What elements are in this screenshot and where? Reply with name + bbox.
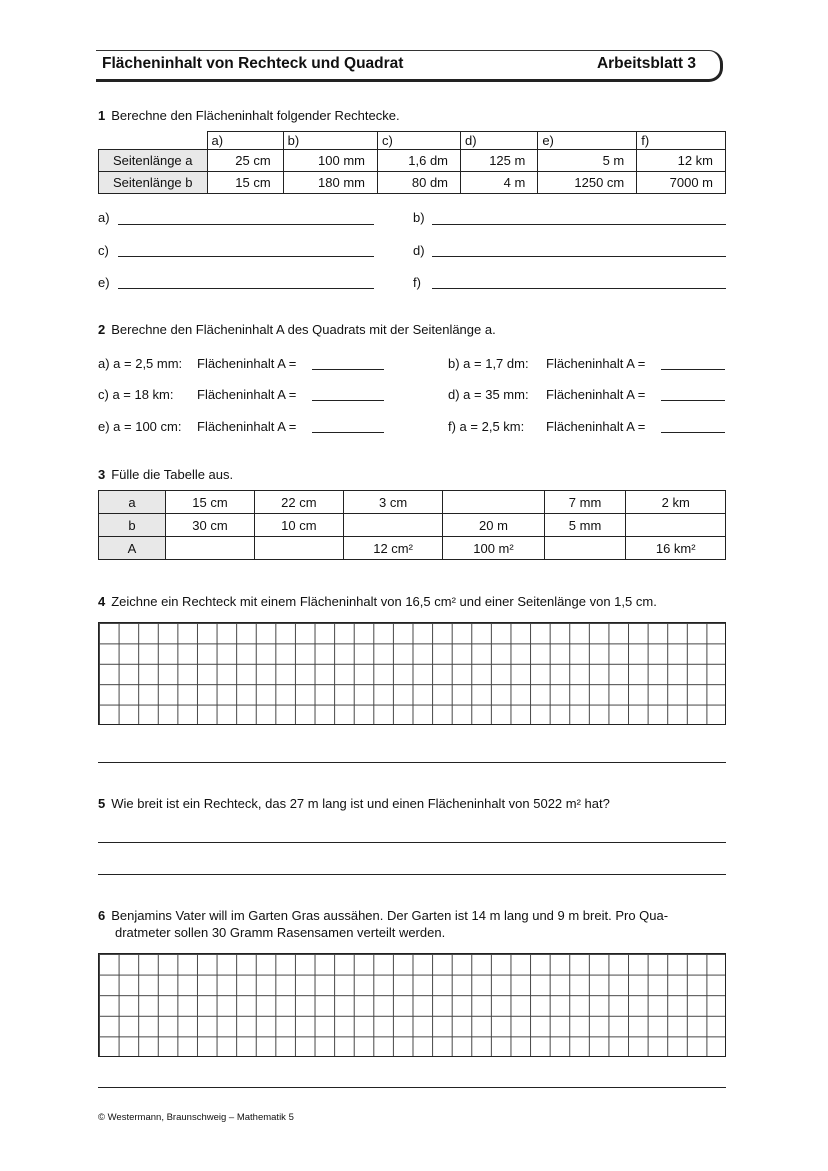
task-6-prompt-cont: dratmeter sollen 30 Gramm Rasensamen verteilt werden. bbox=[115, 925, 446, 940]
table-cell: 4 m bbox=[461, 172, 538, 194]
table-cell: 1250 cm bbox=[538, 172, 637, 194]
table-cell: 7 mm bbox=[544, 491, 626, 514]
answer-blank[interactable] bbox=[312, 369, 384, 370]
column-header: f) bbox=[637, 132, 726, 150]
row-label: Seitenlänge a bbox=[99, 150, 208, 172]
column-header: a) bbox=[207, 132, 283, 150]
task-3-prompt: 3 Fülle die Tabelle aus. bbox=[98, 467, 234, 482]
column-header: e) bbox=[538, 132, 637, 150]
table-cell: 25 cm bbox=[207, 150, 283, 172]
answer-blank[interactable] bbox=[312, 400, 384, 401]
task-3-table bbox=[98, 490, 726, 560]
square-ask: Flächeninhalt A = bbox=[546, 387, 646, 402]
table-cell: 16 km² bbox=[626, 537, 726, 560]
answer-line[interactable] bbox=[98, 1087, 726, 1088]
square-given: d) a = 35 mm: bbox=[448, 387, 529, 402]
answer-line-d[interactable] bbox=[432, 256, 726, 257]
table-cell: 3 cm bbox=[343, 491, 443, 514]
answer-label: e) bbox=[98, 275, 110, 290]
table-cell: 12 cm² bbox=[343, 537, 443, 560]
table-cell: 1,6 dm bbox=[378, 150, 461, 172]
answer-line-a[interactable] bbox=[118, 224, 374, 225]
table-cell: 80 dm bbox=[378, 172, 461, 194]
square-ask: Flächeninhalt A = bbox=[197, 419, 297, 434]
answer-label: b) bbox=[413, 210, 425, 225]
worksheet-header bbox=[96, 50, 723, 82]
answer-line[interactable] bbox=[98, 842, 726, 843]
answer-line[interactable] bbox=[98, 762, 726, 763]
square-ask: Flächeninhalt A = bbox=[197, 356, 297, 371]
table-cell: 5 mm bbox=[544, 514, 626, 537]
square-given: c) a = 18 km: bbox=[98, 387, 174, 402]
table-cell: 10 cm bbox=[254, 514, 343, 537]
table-cell: 2 km bbox=[626, 491, 726, 514]
table-cell bbox=[443, 491, 544, 514]
column-header: c) bbox=[378, 132, 461, 150]
task-1-prompt: 1 Berechne den Flächeninhalt folgender Rechtecke. bbox=[98, 108, 400, 123]
square-given: f) a = 2,5 km: bbox=[448, 419, 525, 434]
table-row bbox=[99, 491, 726, 514]
table-row bbox=[99, 537, 726, 560]
answer-label: d) bbox=[413, 243, 425, 258]
answer-line-c[interactable] bbox=[118, 256, 374, 257]
answer-line-b[interactable] bbox=[432, 224, 726, 225]
copyright-footer: © Westermann, Braunschweig – Mathematik 5 bbox=[98, 1112, 294, 1123]
table-cell: 12 km bbox=[637, 150, 726, 172]
task-4-prompt: 4 Zeichne ein Rechteck mit einem Flächeninhalt von 16,5 cm² und einer Seitenlänge von 1,5 cm. bbox=[98, 594, 657, 609]
table-cell: 30 cm bbox=[166, 514, 255, 537]
answer-label: c) bbox=[98, 243, 109, 258]
table-cell: 15 cm bbox=[207, 172, 283, 194]
answer-blank[interactable] bbox=[661, 432, 725, 433]
task-1-table bbox=[98, 131, 726, 194]
column-header: d) bbox=[461, 132, 538, 150]
answer-blank[interactable] bbox=[661, 369, 725, 370]
answer-line-f[interactable] bbox=[432, 288, 726, 289]
table-cell bbox=[166, 537, 255, 560]
table-cell bbox=[99, 132, 208, 150]
answer-line[interactable] bbox=[98, 874, 726, 875]
worksheet-number: Arbeitsblatt 3 bbox=[596, 55, 696, 72]
answer-label: f) bbox=[413, 275, 421, 290]
table-cell: 100 mm bbox=[283, 150, 377, 172]
table-cell bbox=[544, 537, 626, 560]
table-cell: 7000 m bbox=[637, 172, 726, 194]
table-cell bbox=[343, 514, 443, 537]
table-cell: A bbox=[99, 537, 166, 560]
table-cell bbox=[254, 537, 343, 560]
table-cell: a bbox=[99, 491, 166, 514]
answer-blank[interactable] bbox=[661, 400, 725, 401]
square-given: a) a = 2,5 mm: bbox=[98, 356, 183, 371]
table-cell: 20 m bbox=[443, 514, 544, 537]
table-cell: 22 cm bbox=[254, 491, 343, 514]
task-6-prompt: 6 Benjamins Vater will im Garten Gras aussähen. Der Garten ist 14 m lang und 9 m breit. Pro Qua- bbox=[98, 908, 669, 923]
table-cell: 100 m² bbox=[443, 537, 544, 560]
task-2-prompt: 2 Berechne den Flächeninhalt A des Quadrats mit der Seitenlänge a. bbox=[98, 322, 496, 337]
table-cell: 125 m bbox=[461, 150, 538, 172]
table-cell: 5 m bbox=[538, 150, 637, 172]
worksheet-title: Flächeninhalt von Rechteck und Quadrat bbox=[102, 55, 404, 72]
answer-line-e[interactable] bbox=[118, 288, 374, 289]
square-given: b) a = 1,7 dm: bbox=[448, 356, 529, 371]
table-cell bbox=[626, 514, 726, 537]
table-row bbox=[99, 150, 726, 172]
square-ask: Flächeninhalt A = bbox=[546, 356, 646, 371]
answer-label: a) bbox=[98, 210, 110, 225]
calculation-grid[interactable] bbox=[98, 953, 726, 1057]
column-header: b) bbox=[283, 132, 377, 150]
drawing-grid[interactable] bbox=[98, 622, 726, 725]
table-cell: 15 cm bbox=[166, 491, 255, 514]
square-ask: Flächeninhalt A = bbox=[197, 387, 297, 402]
square-ask: Flächeninhalt A = bbox=[546, 419, 646, 434]
table-cell: 180 mm bbox=[283, 172, 377, 194]
table-cell: b bbox=[99, 514, 166, 537]
task-5-prompt: 5 Wie breit ist ein Rechteck, das 27 m lang ist und einen Flächeninhalt von 5022 m² hat? bbox=[98, 796, 610, 811]
square-given: e) a = 100 cm: bbox=[98, 419, 182, 434]
table-row bbox=[99, 514, 726, 537]
row-label: Seitenlänge b bbox=[99, 172, 208, 194]
answer-blank[interactable] bbox=[312, 432, 384, 433]
table-row bbox=[99, 172, 726, 194]
